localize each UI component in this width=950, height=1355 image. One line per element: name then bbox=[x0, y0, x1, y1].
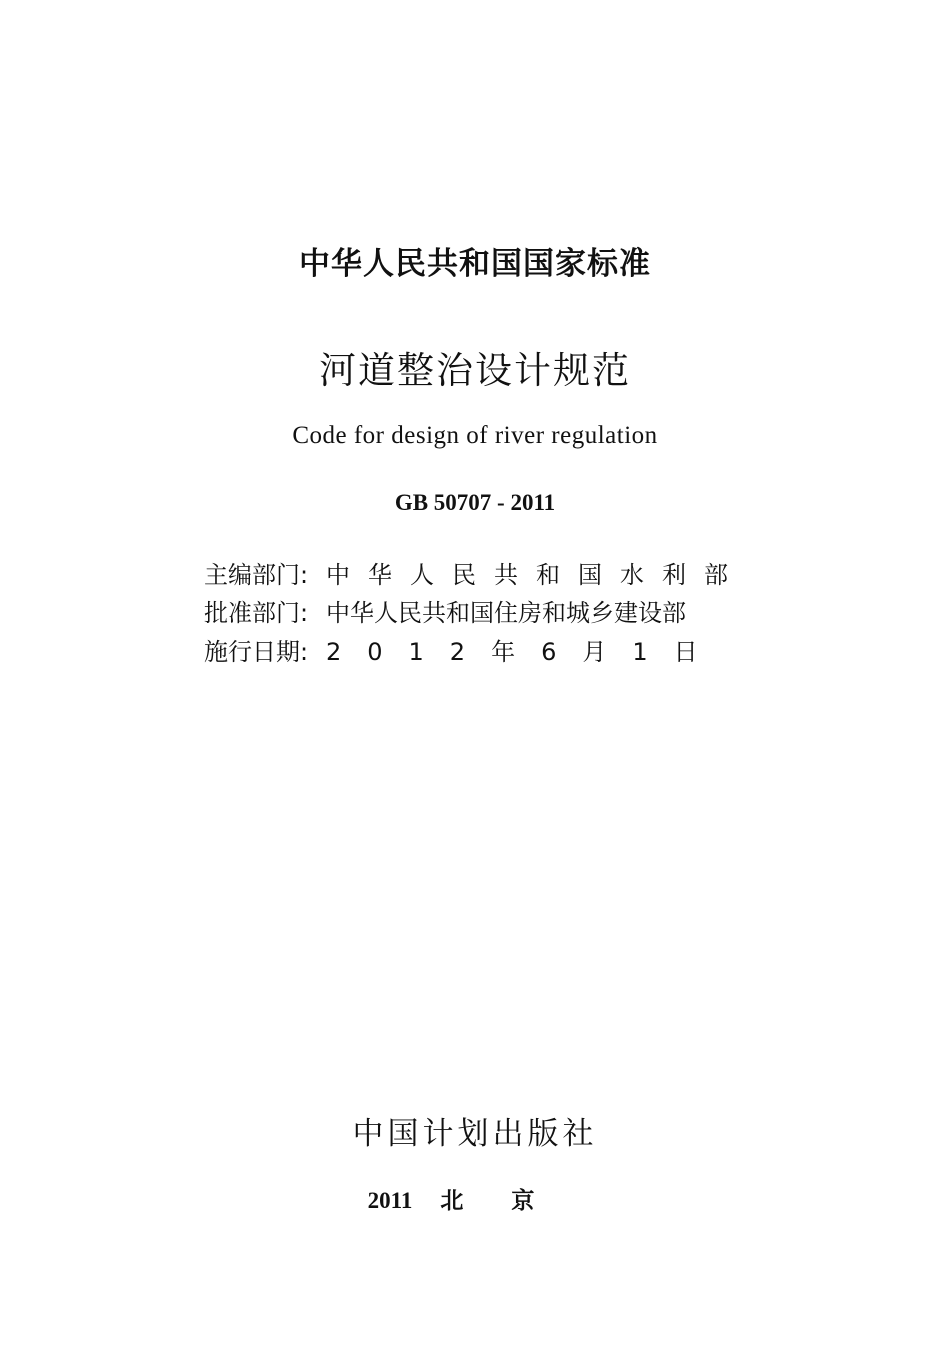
editor-label: 主编部门: bbox=[204, 561, 309, 589]
effective-date-row bbox=[204, 632, 734, 666]
national-standard-heading: 中华人民共和国国家标准 bbox=[299, 246, 651, 282]
standard-number: GB 50707 - 2011 bbox=[394, 490, 556, 515]
publication-year-place bbox=[0, 1182, 950, 1215]
effective-date-value: 2012年6月1日 bbox=[326, 638, 724, 666]
publication-city: 北京 bbox=[440, 1188, 583, 1213]
publication-year: 2011 bbox=[367, 1188, 413, 1213]
document-title-chinese: 河道整治设计规范 bbox=[319, 349, 631, 392]
document-title-english: Code for design of river regulation bbox=[292, 422, 658, 449]
approver-label: 批准部门: bbox=[204, 599, 309, 627]
editor-value: 中华人民共和国水利部 bbox=[326, 561, 746, 589]
publisher-name: 中国计划出版社 bbox=[352, 1116, 598, 1152]
approver-value: 中华人民共和国住房和城乡建设部 bbox=[326, 599, 686, 627]
effective-date-label: 施行日期: bbox=[204, 638, 309, 666]
editor-row bbox=[204, 555, 746, 589]
approver-row bbox=[204, 593, 734, 627]
